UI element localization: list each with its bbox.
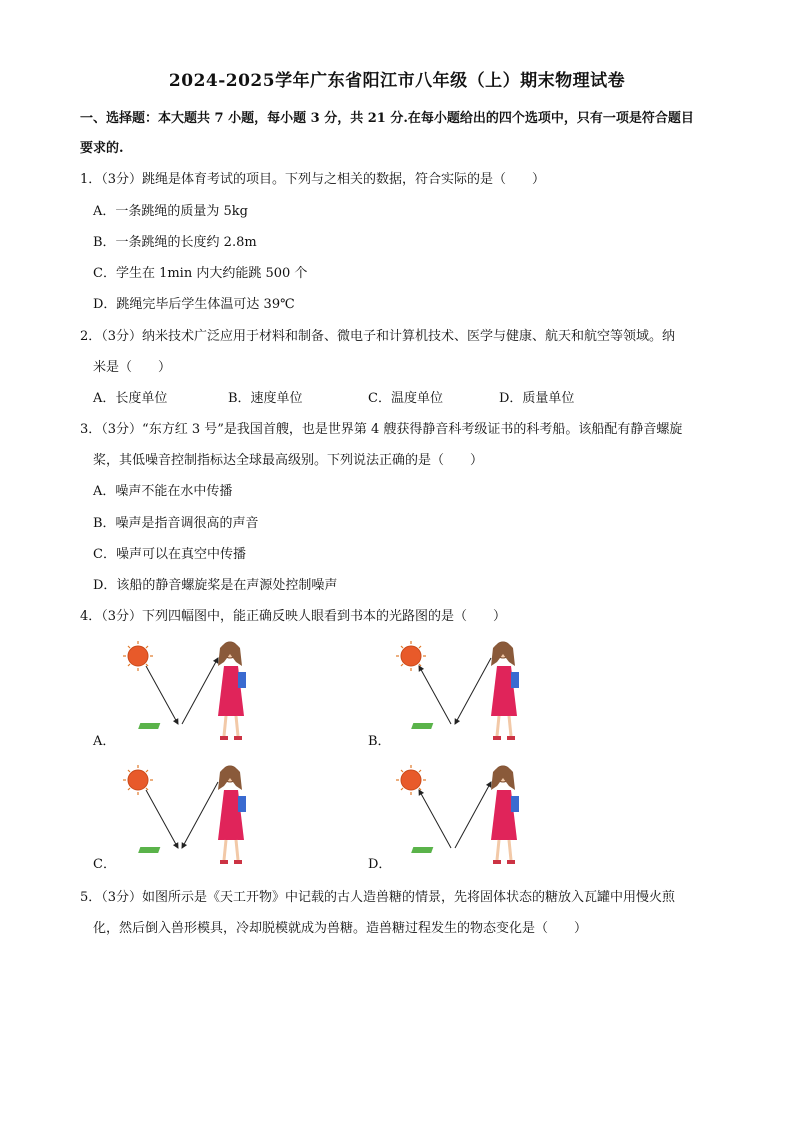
q1-option-b: B．一条跳绳的长度约 2.8m xyxy=(93,235,257,250)
girl-icon xyxy=(491,642,519,740)
q4-figure-d xyxy=(393,760,543,870)
q2-option-b: B．速度单位 xyxy=(228,391,303,406)
q1-option-d: D．跳绳完毕后学生体温可达 39℃ xyxy=(93,297,295,312)
page-title: 2024-2025学年广东省阳江市八年级（上）期末物理试卷 xyxy=(168,71,626,91)
q3-option-a: A．噪声不能在水中传播 xyxy=(93,484,233,499)
q2-stem-line1: 2．（3分）纳米技术广泛应用于材料和制备、微电子和计算机技术、医学与健康、航天和航空等领域。纳 xyxy=(80,329,676,344)
girl-icon xyxy=(218,642,246,740)
section-heading-line2: 要求的. xyxy=(80,141,124,156)
sun-icon xyxy=(401,646,421,666)
q3-option-b: B．噪声是指音调很高的声音 xyxy=(93,516,259,531)
q4-stem: 4．（3分）下列四幅图中，能正确反映人眼看到书本的光路图的是（ ） xyxy=(80,609,507,624)
girl-icon xyxy=(218,766,246,864)
q3-stem-line1: 3．（3分）“东方红 3 号”是我国首艘，也是世界第 4 艘获得静音科考级证书的科考船。该船配有静音螺旋 xyxy=(80,422,683,437)
q2-stem-line2: 米是（ ） xyxy=(93,360,172,375)
q4-label-c: C． xyxy=(93,857,116,872)
q2-option-a: A．长度单位 xyxy=(93,391,168,406)
q4-figure-a xyxy=(120,636,270,746)
book-icon xyxy=(411,847,433,853)
sun-icon xyxy=(401,770,421,790)
book-icon xyxy=(138,847,160,853)
q1-option-a: A．一条跳绳的质量为 5kg xyxy=(93,204,248,219)
sun-icon xyxy=(128,770,148,790)
q1-stem: 1．（3分）跳绳是体育考试的项目。下列与之相关的数据，符合实际的是（ ） xyxy=(80,172,546,187)
q4-label-a: A． xyxy=(93,734,116,749)
q2-option-d: D．质量单位 xyxy=(499,391,575,406)
q4-label-b: B． xyxy=(368,734,391,749)
q4-label-d: D． xyxy=(368,857,392,872)
q2-option-c: C．温度单位 xyxy=(368,391,443,406)
q5-stem-line1: 5．（3分）如图所示是《天工开物》中记载的古人造兽糖的情景，先将固体状态的糖放入瓦罐中用慢火煎 xyxy=(80,890,676,905)
q4-figure-b xyxy=(393,636,543,746)
girl-icon xyxy=(491,766,519,864)
q1-option-c: C．学生在 1min 内大约能跳 500 个 xyxy=(93,266,308,281)
q3-option-c: C．噪声可以在真空中传播 xyxy=(93,547,246,562)
section-heading-line1: 一、选择题：本大题共 7 小题，每小题 3 分，共 21 分.在每小题给出的四个选项中，只有一项是符合题目 xyxy=(80,111,694,126)
q4-figure-c xyxy=(120,760,270,870)
sun-icon xyxy=(128,646,148,666)
q5-stem-line2: 化，然后倒入兽形模具，冷却脱模就成为兽糖。造兽糖过程发生的物态变化是（ ） xyxy=(93,921,588,936)
q3-option-d: D．该船的静音螺旋桨是在声源处控制噪声 xyxy=(93,578,338,593)
book-icon xyxy=(411,723,433,729)
q3-stem-line2: 桨，其低噪音控制指标达全球最高级别。下列说法正确的是（ ） xyxy=(93,453,484,468)
book-icon xyxy=(138,723,160,729)
